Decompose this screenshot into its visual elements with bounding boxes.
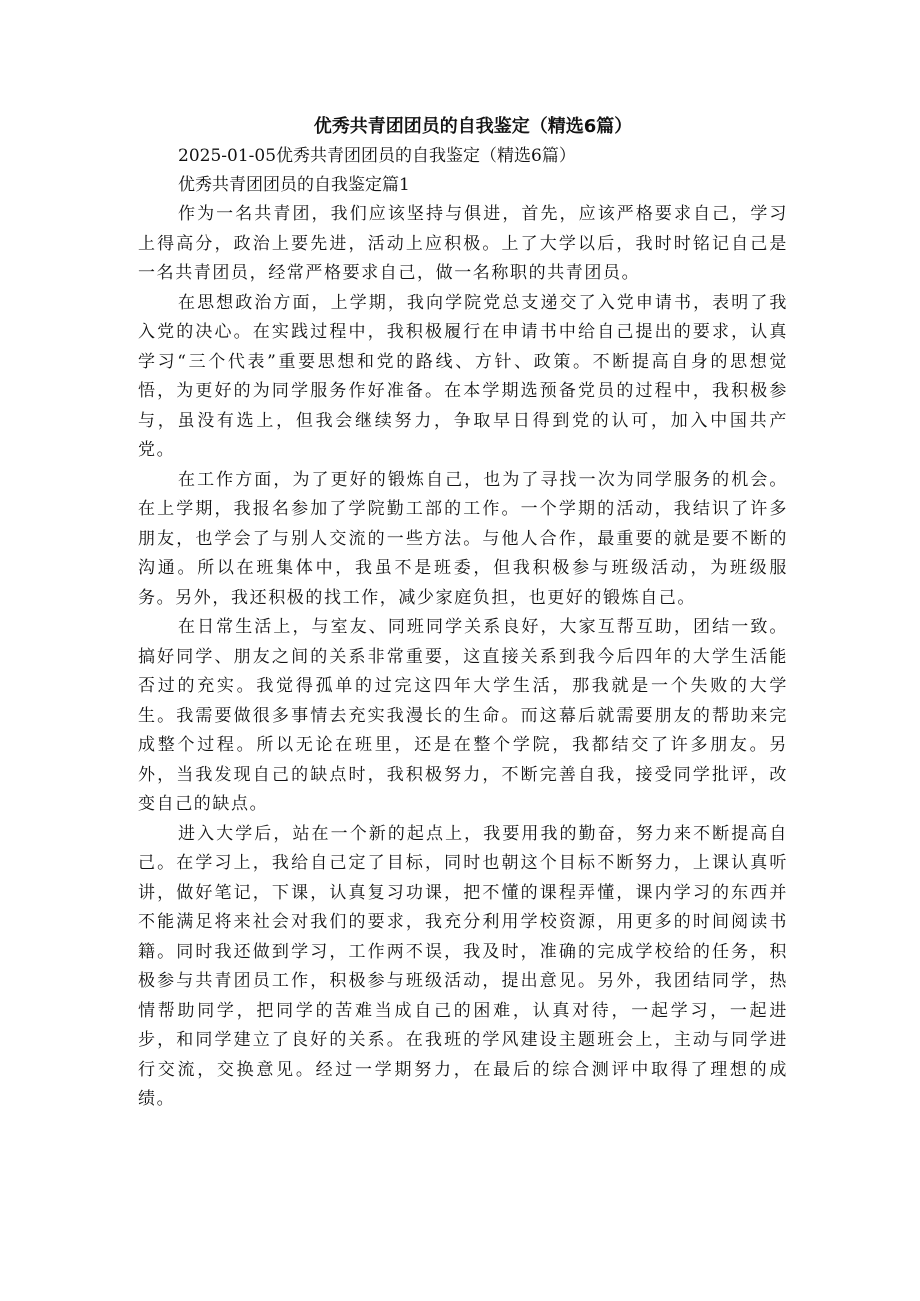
paragraph-4: 在日常生活上，与室友、同班同学关系良好，大家互帮互助，团结一致。搞好同学、朋友之间的关系非常重要，这直接关系到我今后四年的大学生活能否过的充实。我觉得孤单的过完这四年大学生活，那我就是一个失败的大学生。我需要做很多事情去充实我漫长的生命。而这幕后就需要朋友的帮助来完成整个过程。所以无论在班里，还是在整个学院，我都结交了许多朋友。另外，当我发现自己的缺点时，我积极努力，不断完善自我，接受同学批评，改变自己的缺点。 xyxy=(138,617,788,814)
paragraph-1: 作为一名共青团，我们应该坚持与俱进，首先，应该严格要求自己，学习上得高分，政治上要先进，活动上应积极。上了大学以后，我时时铭记自己是一名共青团员，经常严格要求自己，做一名称职的共青团员。 xyxy=(138,204,788,283)
section-heading: 优秀共青团团员的自我鉴定篇1 xyxy=(178,175,410,195)
paragraph-2: 在思想政治方面，上学期，我向学院党总支递交了入党申请书，表明了我入党的决心。在实践过程中，我积极履行在申请书中给自己提出的要求，认真学习“三个代表”重要思想和党的路线、方针、政策。不断提高自身的思想觉悟，为更好的为同学服务作好准备。在本学期选预备党员的过程中，我积极参与，虽没有选上，但我会继续努力，争取早日得到党的认可，加入中国共产党。 xyxy=(138,292,788,460)
date-line: 2025-01-05优秀共青团团员的自我鉴定（精选6篇） xyxy=(178,146,576,166)
paragraph-5: 进入大学后，站在一个新的起点上，我要用我的勤奋，努力来不断提高自己。在学习上，我给自己定了目标，同时也朝这个目标不断努力，上课认真听讲，做好笔记，下课，认真复习功课，把不懂的课程弄懂，课内学习的东西并不能满足将来社会对我们的要求，我充分利用学校资源，用更多的时间阅读书籍。同时我还做到学习，工作两不误，我及时，准确的完成学校给的任务，积极参与共青团员工作，积极参与班级活动，提出意见。另外，我团结同学，热情帮助同学，把同学的苦难当成自己的困难，认真对待，一起学习，一起进步，和同学建立了良好的关系。在我班的学风建设主题班会上，主动与同学进行交流，交换意见。经过一学期努力，在最后的综合测评中取得了理想的成绩。 xyxy=(138,823,788,1109)
paragraph-3: 在工作方面，为了更好的锻炼自己，也为了寻找一次为同学服务的机会。在上学期，我报名参加了学院勤工部的工作。一个学期的活动，我结识了许多朋友，也学会了与别人交流的一些方法。与他人合作，最重要的就是要不断的沟通。所以在班集体中，我虽不是班委，但我积极参与班级活动，为班级服务。另外，我还积极的找工作，减少家庭负担，也更好的锻炼自己。 xyxy=(138,469,788,608)
document-page xyxy=(138,112,788,1115)
document-title: 优秀共青团团员的自我鉴定（精选6篇） xyxy=(313,116,633,137)
